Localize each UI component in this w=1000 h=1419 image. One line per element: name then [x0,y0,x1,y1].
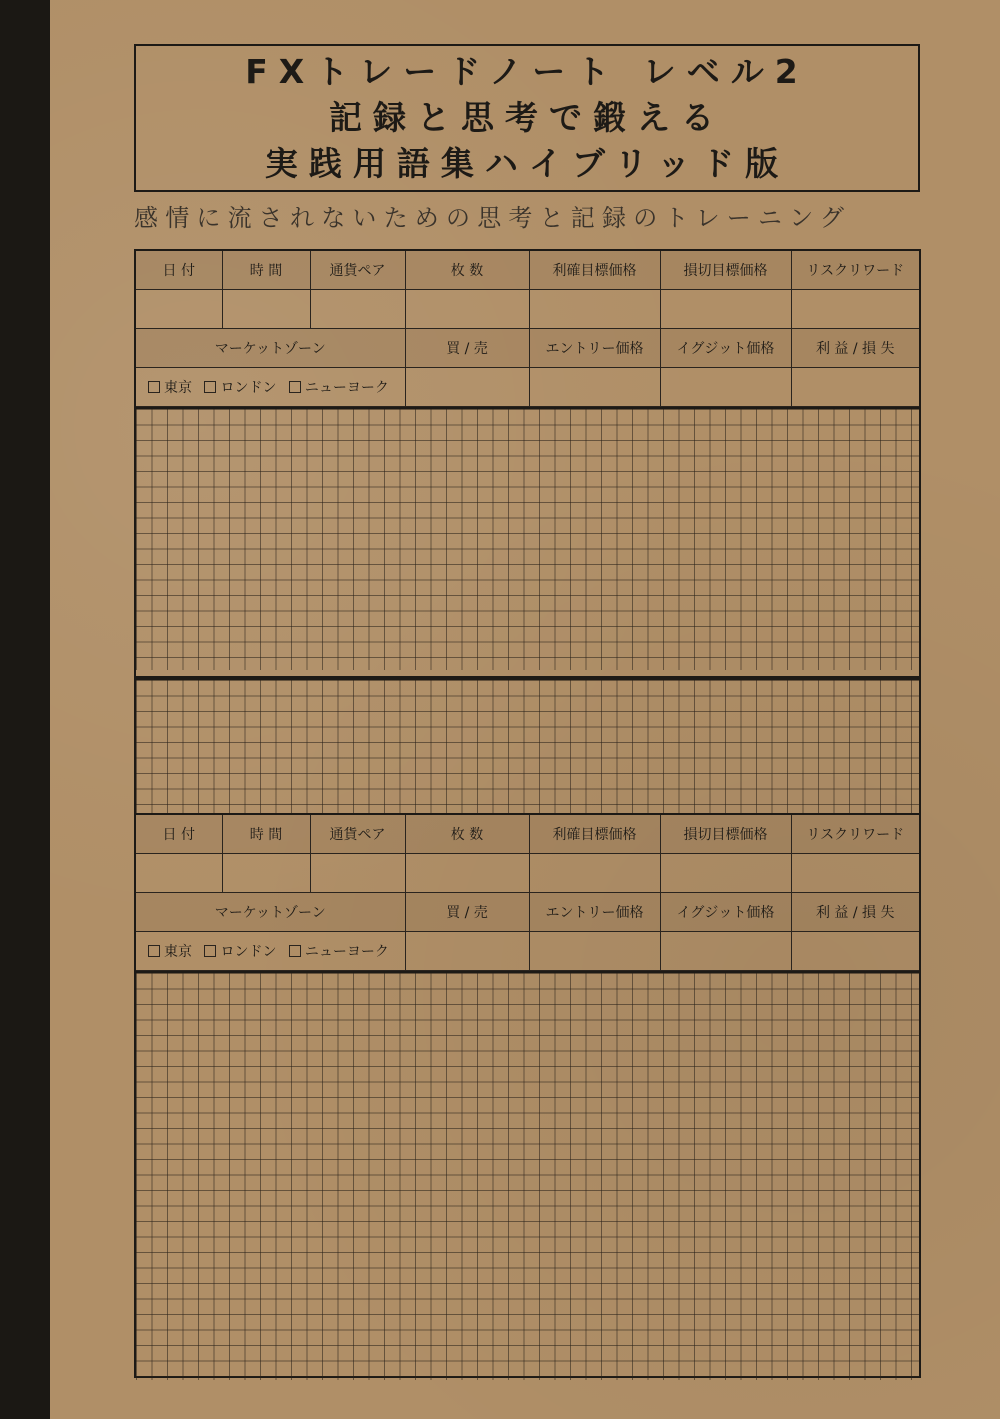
label-buy-sell: 買 / 売 [405,893,529,932]
zone-option-london[interactable] [202,944,276,960]
label-market-zone: マーケットゾーン [136,329,405,368]
label-entry-price: エントリー価格 [529,329,660,368]
label-date: 日 付 [136,815,222,854]
zone-label-tokyo: 東京 [164,380,192,396]
time-field[interactable] [222,854,310,893]
currency-pair-field[interactable] [310,854,405,893]
zone-option-new-york[interactable] [287,380,389,396]
take-profit-field[interactable] [529,290,660,329]
checkbox-icon[interactable] [204,381,216,393]
title-line-1: FXトレードノート レベル2 [245,52,809,91]
stop-loss-field[interactable] [660,290,791,329]
buy-sell-field[interactable] [405,368,529,407]
zone-label-london: ロンドン [220,944,277,960]
label-currency-pair: 通貨ペア [310,251,405,290]
exit-price-field[interactable] [660,368,791,407]
market-zone-options [136,932,405,971]
entry-price-field[interactable] [529,932,660,971]
label-take-profit-target: 利確目標価格 [529,251,660,290]
trade-form-1 [136,251,919,407]
label-risk-reward: リスクリワード [791,251,919,290]
label-entry-price: エントリー価格 [529,893,660,932]
buy-sell-field[interactable] [405,932,529,971]
label-profit-loss: 利 益 / 損 失 [791,893,919,932]
zone-option-new-york[interactable] [287,944,389,960]
profit-loss-field[interactable] [791,368,919,407]
label-profit-loss: 利 益 / 損 失 [791,329,919,368]
label-lot-size: 枚 数 [405,251,529,290]
title-line-3: 実践用語集ハイブリッド版 [264,144,790,183]
currency-pair-field[interactable] [310,290,405,329]
label-buy-sell: 買 / 売 [405,329,529,368]
notebook-spine [0,0,50,1419]
zone-label-london: ロンドン [220,380,277,396]
market-zone-options [136,368,405,407]
zone-label-tokyo: 東京 [164,944,192,960]
checkbox-icon[interactable] [148,381,160,393]
date-field[interactable] [136,290,222,329]
trade-record-sheet-2-form [134,813,921,1378]
exit-price-field[interactable] [660,932,791,971]
profit-loss-field[interactable] [791,932,919,971]
label-exit-price: イグジット価格 [660,893,791,932]
label-date: 日 付 [136,251,222,290]
lot-size-field[interactable] [405,854,529,893]
label-time: 時 間 [222,815,310,854]
label-market-zone: マーケットゾーン [136,893,405,932]
title-line-2: 記録と思考で鍛える [329,98,725,137]
label-take-profit-target: 利確目標価格 [529,815,660,854]
checkbox-icon[interactable] [289,945,301,957]
risk-reward-field[interactable] [791,290,919,329]
stop-loss-field[interactable] [660,854,791,893]
label-currency-pair: 通貨ペア [310,815,405,854]
zone-option-london[interactable] [202,380,276,396]
sheet-1-grid-continuation [136,680,919,814]
zone-option-tokyo[interactable] [146,380,192,396]
risk-reward-field[interactable] [791,854,919,893]
notes-grid-1[interactable] [136,407,919,670]
zone-label-new-york: ニューヨーク [304,944,389,960]
lot-size-field[interactable] [405,290,529,329]
label-time: 時 間 [222,251,310,290]
subtitle: 感情に流されないための思考と記録のトレーニング [134,204,852,232]
take-profit-field[interactable] [529,854,660,893]
trade-record-sheet-1 [134,249,921,678]
zone-label-new-york: ニューヨーク [304,380,389,396]
label-stop-loss-target: 損切目標価格 [660,815,791,854]
notes-grid-2[interactable] [136,971,919,1380]
checkbox-icon[interactable] [148,945,160,957]
label-stop-loss-target: 損切目標価格 [660,251,791,290]
entry-price-field[interactable] [529,368,660,407]
time-field[interactable] [222,290,310,329]
label-lot-size: 枚 数 [405,815,529,854]
checkbox-icon[interactable] [204,945,216,957]
checkbox-icon[interactable] [289,381,301,393]
label-exit-price: イグジット価格 [660,329,791,368]
zone-option-tokyo[interactable] [146,944,192,960]
trade-form-2 [136,815,919,971]
title-box [134,44,920,192]
date-field[interactable] [136,854,222,893]
label-risk-reward: リスクリワード [791,815,919,854]
